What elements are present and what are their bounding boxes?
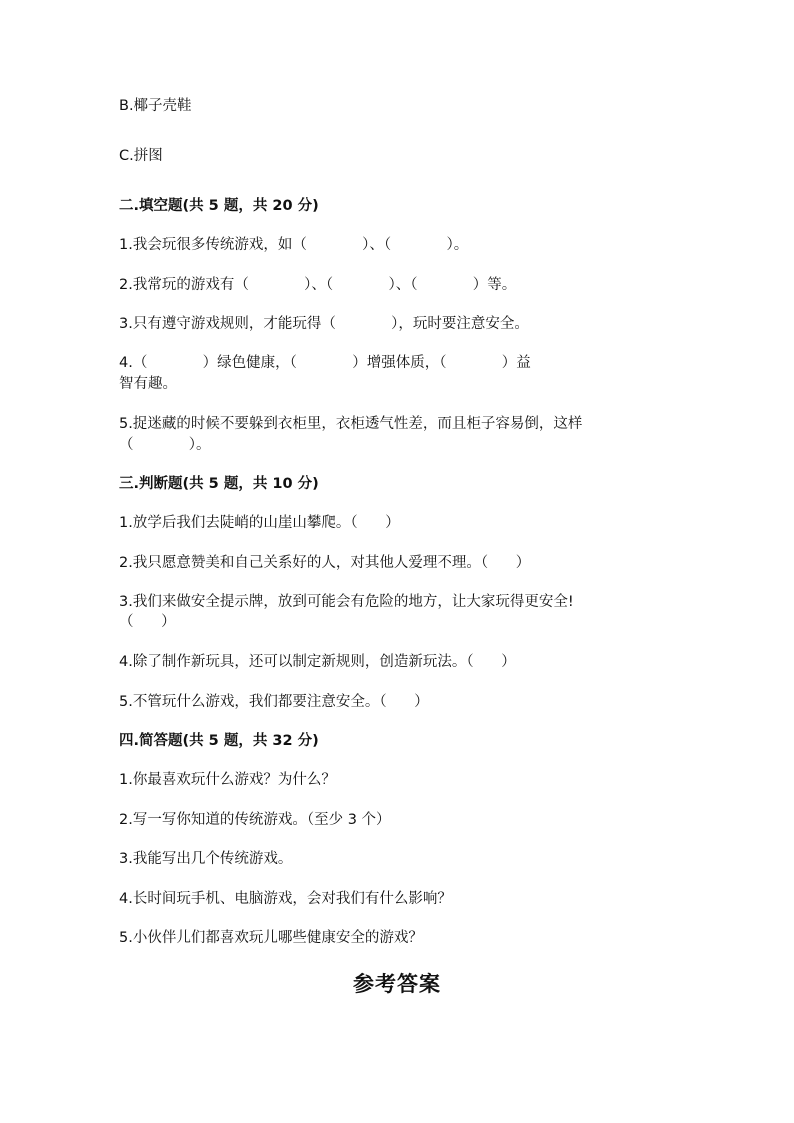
- judge-q4: 4.除了制作新玩具，还可以制定新规则，创造新玩法。（ ）: [119, 654, 516, 670]
- judge-q2: 2.我只愿意赞美和自己关系好的人，对其他人爱理不理。（ ）: [119, 555, 531, 571]
- fill-blank-q4-line1: 4.（ ）绿色健康，（ ）增强体质，（ ）益: [119, 355, 531, 371]
- judge-q1: 1.放学后我们去陡峭的山崖山攀爬。（ ）: [119, 515, 400, 531]
- short-answer-q4: 4.长时间玩手机、电脑游戏，会对我们有什么影响？: [119, 891, 452, 907]
- fill-blank-q3: 3.只有遵守游戏规则，才能玩得（ ），玩时要注意安全。: [119, 316, 529, 332]
- fill-blank-q5-line1: 5.捉迷藏的时候不要躲到衣柜里，衣柜透气性差，而且柜子容易倒，这样: [119, 416, 583, 432]
- judge-q3-line2: （ ）: [119, 614, 176, 630]
- fill-blank-q5-line2: （ ）。: [119, 437, 211, 453]
- fill-blank-q2: 2.我常玩的游戏有（ ）、（ ）、（ ）等。: [119, 277, 517, 293]
- fill-blank-q1: 1.我会玩很多传统游戏，如（ ）、（ ）。: [119, 237, 469, 253]
- short-answer-q3: 3.我能写出几个传统游戏。: [119, 851, 293, 867]
- short-answer-heading: 四.简答题(共 5 题，共 32 分): [119, 733, 319, 749]
- short-answer-q5: 5.小伙伴儿们都喜欢玩儿哪些健康安全的游戏？: [119, 930, 423, 946]
- short-answer-q1: 1.你最喜欢玩什么游戏？为什么？: [119, 772, 336, 788]
- judge-q5: 5.不管玩什么游戏，我们都要注意安全。（ ）: [119, 694, 429, 710]
- option-b: B.椰子壳鞋: [119, 98, 192, 114]
- fill-blank-q4-line2: 智有趣。: [119, 376, 177, 392]
- judge-q3-line1: 3.我们来做安全提示牌，放到可能会有危险的地方，让大家玩得更安全!: [119, 594, 574, 610]
- short-answer-q2: 2.写一写你知道的传统游戏。（至少 3 个）: [119, 812, 391, 828]
- answer-title: 参考答案: [353, 971, 441, 996]
- option-c: C.拼图: [119, 148, 163, 164]
- judge-heading: 三.判断题(共 5 题，共 10 分): [119, 476, 319, 492]
- fill-blank-heading: 二.填空题(共 5 题，共 20 分): [119, 198, 319, 214]
